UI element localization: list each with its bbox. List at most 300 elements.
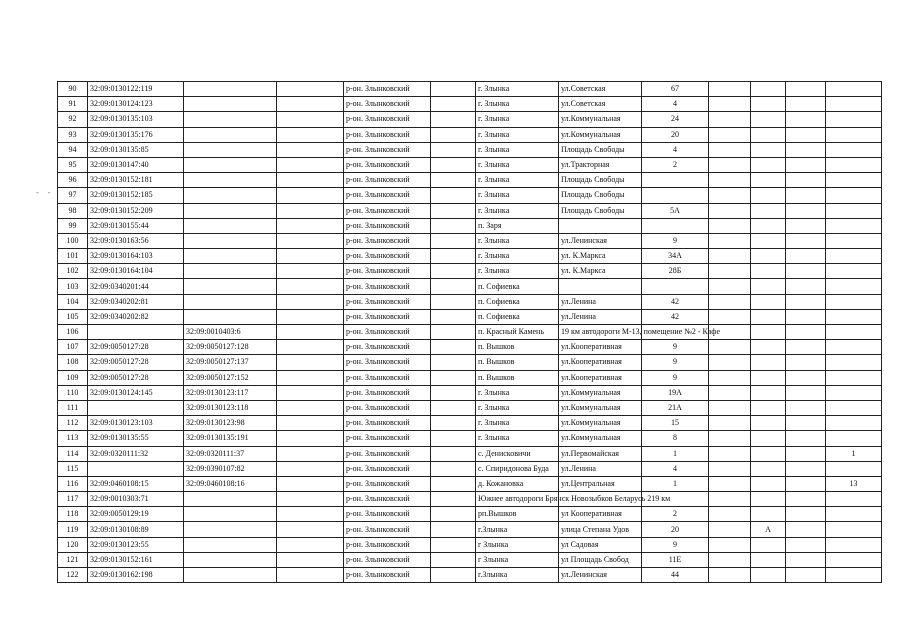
blank-cell xyxy=(431,173,476,188)
letter-field: А xyxy=(751,522,786,537)
extra-field xyxy=(786,279,826,294)
locality-name: г.Злынка xyxy=(476,522,559,537)
extra-field xyxy=(709,385,751,400)
cadastral-number: 32:09:0050129:19 xyxy=(88,507,184,522)
letter-field xyxy=(751,173,786,188)
extra-field xyxy=(709,249,751,264)
cadastral-number-building: 32:09:0460108:16 xyxy=(184,476,277,491)
cadastral-number: 32:09:0050127:28 xyxy=(88,340,184,355)
cadastral-number-building: 32:09:0130123:98 xyxy=(184,416,277,431)
street-name: ул.Коммунальная xyxy=(559,385,642,400)
street-name: ул.Коммунальная xyxy=(559,400,642,415)
extra-field xyxy=(709,233,751,248)
district-name: р-он. Злынковский xyxy=(344,385,431,400)
blank-cell xyxy=(277,568,344,583)
blank-cell xyxy=(431,127,476,142)
extra-field xyxy=(786,507,826,522)
house-number: 1 xyxy=(642,476,709,491)
cadastral-number-building xyxy=(184,552,277,567)
blank-cell xyxy=(431,112,476,127)
extra-field xyxy=(709,537,751,552)
cadastral-number: 32:09:0130152:181 xyxy=(88,173,184,188)
letter-field xyxy=(751,446,786,461)
table-row xyxy=(58,537,882,552)
row-number: 110 xyxy=(58,385,88,400)
district-name: р-он. Злынковский xyxy=(344,203,431,218)
house-number: 42 xyxy=(642,294,709,309)
locality-name: г. Злынка xyxy=(476,188,559,203)
blank-cell xyxy=(277,370,344,385)
cadastral-number: 32:09:0130162:198 xyxy=(88,568,184,583)
cadastral-number: 32:09:0130155:44 xyxy=(88,218,184,233)
district-name: р-он. Злынковский xyxy=(344,173,431,188)
cadastral-number-building xyxy=(184,309,277,324)
blank-cell xyxy=(277,233,344,248)
table-row xyxy=(58,446,882,461)
blank-cell xyxy=(431,233,476,248)
district-name: р-он. Злынковский xyxy=(344,355,431,370)
row-number: 111 xyxy=(58,400,88,415)
extra-field xyxy=(826,522,882,537)
blank-cell xyxy=(277,203,344,218)
street-name: Площадь Свободы xyxy=(559,203,642,218)
extra-field xyxy=(826,552,882,567)
cadastral-number-building: 32:09:0050127:128 xyxy=(184,340,277,355)
extra-field xyxy=(786,340,826,355)
blank-cell xyxy=(277,355,344,370)
locality-name: с. Денисковичи xyxy=(476,446,559,461)
extra-field: 1 xyxy=(826,446,882,461)
cadastral-number-building xyxy=(184,233,277,248)
blank-cell xyxy=(277,537,344,552)
row-number: 120 xyxy=(58,537,88,552)
blank-cell xyxy=(431,385,476,400)
table-row xyxy=(58,82,882,97)
extra-field xyxy=(826,294,882,309)
street-name: ул. К.Маркса xyxy=(559,264,642,279)
cadastral-number: 32:09:0130124:123 xyxy=(88,97,184,112)
row-number: 101 xyxy=(58,249,88,264)
letter-field xyxy=(751,233,786,248)
locality-name: п. Заря xyxy=(476,218,559,233)
cadastral-number-building: 32:09:0010403:6 xyxy=(184,325,277,340)
cadastral-number: 32:09:0130135:85 xyxy=(88,142,184,157)
extra-field xyxy=(826,461,882,476)
locality-name: г. Злынка xyxy=(476,127,559,142)
table-row xyxy=(58,142,882,157)
blank-cell xyxy=(277,82,344,97)
extra-field xyxy=(709,218,751,233)
extra-field xyxy=(709,173,751,188)
locality-name: г. Злынка xyxy=(476,142,559,157)
extra-field xyxy=(786,233,826,248)
house-number: 20 xyxy=(642,522,709,537)
letter-field xyxy=(751,279,786,294)
house-number: 21А xyxy=(642,400,709,415)
district-name: р-он. Злынковский xyxy=(344,309,431,324)
extra-field xyxy=(826,279,882,294)
extra-field xyxy=(709,264,751,279)
table-row xyxy=(58,279,882,294)
cadastral-number-building xyxy=(184,142,277,157)
blank-cell xyxy=(431,537,476,552)
table-row xyxy=(58,431,882,446)
street-name: ул.Коммунальная xyxy=(559,416,642,431)
table-row xyxy=(58,309,882,324)
letter-field xyxy=(751,340,786,355)
cadastral-number-building: 32:09:0390107:82 xyxy=(184,461,277,476)
extra-field xyxy=(786,385,826,400)
street-name: Площадь Свободы xyxy=(559,173,642,188)
table-row xyxy=(58,370,882,385)
house-number: 5А xyxy=(642,203,709,218)
extra-field xyxy=(786,249,826,264)
cadastral-number-building: 32:09:0050127:137 xyxy=(184,355,277,370)
row-number: 91 xyxy=(58,97,88,112)
extra-field xyxy=(826,188,882,203)
locality-name: г. Злынка xyxy=(476,233,559,248)
blank-cell xyxy=(431,568,476,583)
row-number: 114 xyxy=(58,446,88,461)
blank-cell xyxy=(431,309,476,324)
blank-cell xyxy=(431,461,476,476)
blank-cell xyxy=(277,294,344,309)
cadastral-number-building xyxy=(184,218,277,233)
row-number: 90 xyxy=(58,82,88,97)
locality-name: г. Злынка xyxy=(476,82,559,97)
extra-field xyxy=(826,249,882,264)
house-number: 11Е xyxy=(642,552,709,567)
street-name: ул.Первомайская xyxy=(559,446,642,461)
blank-cell xyxy=(277,112,344,127)
row-number: 94 xyxy=(58,142,88,157)
extra-field xyxy=(826,173,882,188)
extra-field xyxy=(786,461,826,476)
locality-name: г. Злынка xyxy=(476,264,559,279)
street-name xyxy=(559,279,642,294)
blank-cell xyxy=(277,476,344,491)
cadastral-number: 32:09:0130135:176 xyxy=(88,127,184,142)
table-row xyxy=(58,97,882,112)
blank-cell xyxy=(431,492,476,507)
extra-field xyxy=(786,476,826,491)
blank-cell xyxy=(431,82,476,97)
cadastral-number-building xyxy=(184,568,277,583)
cadastral-number: 32:09:0130164:103 xyxy=(88,249,184,264)
blank-cell xyxy=(431,416,476,431)
blank-cell xyxy=(431,294,476,309)
extra-field xyxy=(786,294,826,309)
locality-name: Южнее автодороги Брянск Новозыбков Беларусь 219 км xyxy=(476,492,559,507)
letter-field xyxy=(751,431,786,446)
house-number: 9 xyxy=(642,233,709,248)
street-name: ул. К.Маркса xyxy=(559,249,642,264)
extra-field xyxy=(826,340,882,355)
extra-field xyxy=(709,127,751,142)
extra-field xyxy=(826,203,882,218)
extra-field xyxy=(786,157,826,172)
letter-field xyxy=(751,188,786,203)
street-name: ул.Кооперативная xyxy=(559,370,642,385)
row-number: 95 xyxy=(58,157,88,172)
extra-field xyxy=(709,340,751,355)
letter-field xyxy=(751,537,786,552)
street-name: ул.Кооперативная xyxy=(559,355,642,370)
extra-field xyxy=(786,127,826,142)
blank-cell xyxy=(431,507,476,522)
table-row xyxy=(58,127,882,142)
table-row xyxy=(58,264,882,279)
letter-field xyxy=(751,370,786,385)
table-row xyxy=(58,218,882,233)
cadastral-number-building xyxy=(184,203,277,218)
street-name: ул.Советская xyxy=(559,82,642,97)
district-name: р-он. Злынковский xyxy=(344,552,431,567)
extra-field xyxy=(826,568,882,583)
house-number: 42 xyxy=(642,309,709,324)
extra-field xyxy=(709,142,751,157)
cadastral-number: 32:09:0130123:55 xyxy=(88,537,184,552)
street-name: Площадь Свободы xyxy=(559,188,642,203)
street-name: ул.Ленина xyxy=(559,461,642,476)
extra-field xyxy=(709,552,751,567)
table-row xyxy=(58,294,882,309)
cadastral-number: 32:09:0050127:28 xyxy=(88,355,184,370)
table-row xyxy=(58,188,882,203)
letter-field xyxy=(751,203,786,218)
district-name: р-он. Злынковский xyxy=(344,264,431,279)
extra-field xyxy=(709,112,751,127)
extra-field xyxy=(786,355,826,370)
blank-cell xyxy=(277,385,344,400)
row-number: 112 xyxy=(58,416,88,431)
cadastral-number: 32:09:0130122:119 xyxy=(88,82,184,97)
blank-cell xyxy=(431,522,476,537)
locality-name: п. Софиевка xyxy=(476,294,559,309)
extra-field xyxy=(826,112,882,127)
cadastral-number: 32:09:0130147:40 xyxy=(88,157,184,172)
extra-field xyxy=(786,492,826,507)
district-name: р-он. Злынковский xyxy=(344,294,431,309)
letter-field xyxy=(751,249,786,264)
locality-name: г. Злынка xyxy=(476,173,559,188)
margin-dash-mark: - - xyxy=(35,189,53,198)
cadastral-number-building xyxy=(184,97,277,112)
house-number: 9 xyxy=(642,340,709,355)
locality-name: рп.Вышков xyxy=(476,507,559,522)
row-number: 100 xyxy=(58,233,88,248)
house-number: 24 xyxy=(642,112,709,127)
row-number: 116 xyxy=(58,476,88,491)
cadastral-number-building xyxy=(184,492,277,507)
house-number: 15 xyxy=(642,416,709,431)
row-number: 99 xyxy=(58,218,88,233)
house-number: 20 xyxy=(642,127,709,142)
blank-cell xyxy=(431,340,476,355)
extra-field xyxy=(826,218,882,233)
extra-field xyxy=(826,355,882,370)
cadastral-number xyxy=(88,400,184,415)
letter-field xyxy=(751,385,786,400)
district-name: р-он. Злынковский xyxy=(344,568,431,583)
row-number: 118 xyxy=(58,507,88,522)
extra-field xyxy=(826,82,882,97)
house-number: 1 xyxy=(642,446,709,461)
table-row xyxy=(58,340,882,355)
cadastral-number: 32:09:0130152:161 xyxy=(88,552,184,567)
cadastral-number xyxy=(88,461,184,476)
cadastral-number: 32:09:0130124:145 xyxy=(88,385,184,400)
letter-field xyxy=(751,416,786,431)
extra-field xyxy=(826,537,882,552)
blank-cell xyxy=(431,188,476,203)
extra-field xyxy=(709,370,751,385)
extra-field xyxy=(826,507,882,522)
row-number: 109 xyxy=(58,370,88,385)
house-number: 44 xyxy=(642,568,709,583)
blank-cell xyxy=(277,325,344,340)
blank-cell xyxy=(277,446,344,461)
extra-field xyxy=(826,309,882,324)
row-number: 97 xyxy=(58,188,88,203)
cadastral-number: 32:09:0340202:81 xyxy=(88,294,184,309)
letter-field xyxy=(751,294,786,309)
district-name: р-он. Злынковский xyxy=(344,279,431,294)
extra-field xyxy=(786,203,826,218)
locality-name: п. Софиевка xyxy=(476,309,559,324)
row-number: 115 xyxy=(58,461,88,476)
blank-cell xyxy=(277,507,344,522)
house-number: 9 xyxy=(642,537,709,552)
row-number: 92 xyxy=(58,112,88,127)
letter-field xyxy=(751,157,786,172)
table-row xyxy=(58,325,882,340)
extra-field xyxy=(786,370,826,385)
extra-field xyxy=(786,218,826,233)
blank-cell xyxy=(277,173,344,188)
locality-name: г. Злынка xyxy=(476,157,559,172)
street-name: ул.Центральная xyxy=(559,476,642,491)
table-row xyxy=(58,522,882,537)
locality-name: г. Злынка xyxy=(476,416,559,431)
extra-field xyxy=(709,400,751,415)
district-name: р-он. Злынковский xyxy=(344,233,431,248)
cadastral-number: 32:09:0130135:103 xyxy=(88,112,184,127)
blank-cell xyxy=(431,400,476,415)
cadastral-number: 32:09:0130135:55 xyxy=(88,431,184,446)
extra-field xyxy=(786,522,826,537)
cadastral-number: 32:09:0460108:15 xyxy=(88,476,184,491)
blank-cell xyxy=(277,264,344,279)
house-number: 67 xyxy=(642,82,709,97)
street-name: ул.Коммунальная xyxy=(559,112,642,127)
blank-cell xyxy=(431,203,476,218)
table-row xyxy=(58,157,882,172)
extra-field xyxy=(709,294,751,309)
table-row xyxy=(58,173,882,188)
table-row xyxy=(58,355,882,370)
extra-field xyxy=(786,142,826,157)
letter-field xyxy=(751,112,786,127)
street-name: ул.Ленинская xyxy=(559,233,642,248)
street-name: ул.Коммунальная xyxy=(559,127,642,142)
house-number: 9 xyxy=(642,355,709,370)
district-name: р-он. Злынковский xyxy=(344,112,431,127)
table-row xyxy=(58,400,882,415)
cadastral-number-building: 32:09:0050127:152 xyxy=(184,370,277,385)
extra-field xyxy=(826,370,882,385)
letter-field xyxy=(751,142,786,157)
locality-name: г. Злынка xyxy=(476,431,559,446)
extra-field xyxy=(709,279,751,294)
district-name: р-он. Злынковский xyxy=(344,82,431,97)
extra-field xyxy=(709,446,751,461)
district-name: р-он. Злынковский xyxy=(344,522,431,537)
letter-field xyxy=(751,552,786,567)
house-number: 4 xyxy=(642,142,709,157)
extra-field xyxy=(786,325,826,340)
cadastral-number-building xyxy=(184,173,277,188)
cadastral-number-building: 32:09:0320111:37 xyxy=(184,446,277,461)
letter-field xyxy=(751,325,786,340)
blank-cell xyxy=(431,157,476,172)
street-name xyxy=(559,218,642,233)
house-number xyxy=(642,218,709,233)
blank-cell xyxy=(277,522,344,537)
cadastral-number: 32:09:0320111:32 xyxy=(88,446,184,461)
table-row xyxy=(58,203,882,218)
street-name: ул.Тракторная xyxy=(559,157,642,172)
table-row xyxy=(58,249,882,264)
row-number: 93 xyxy=(58,127,88,142)
locality-name: г. Злынка xyxy=(476,97,559,112)
cadastral-number-building: 32:09:0130123:118 xyxy=(184,400,277,415)
cadastral-number-building xyxy=(184,157,277,172)
district-name: р-он. Злынковский xyxy=(344,142,431,157)
table-row xyxy=(58,461,882,476)
extra-field xyxy=(709,476,751,491)
house-number: 4 xyxy=(642,461,709,476)
extra-field xyxy=(709,309,751,324)
district-name: р-он. Злынковский xyxy=(344,537,431,552)
blank-cell xyxy=(431,552,476,567)
letter-field xyxy=(751,355,786,370)
blank-cell xyxy=(431,370,476,385)
district-name: р-он. Злынковский xyxy=(344,446,431,461)
cadastral-number-building xyxy=(184,294,277,309)
blank-cell xyxy=(431,97,476,112)
blank-cell xyxy=(277,340,344,355)
extra-field xyxy=(709,568,751,583)
blank-cell xyxy=(431,446,476,461)
street-name: ул.Кооперативная xyxy=(559,340,642,355)
extra-field xyxy=(826,127,882,142)
district-name: р-он. Злынковский xyxy=(344,157,431,172)
blank-cell xyxy=(277,188,344,203)
house-number: 2 xyxy=(642,507,709,522)
cadastral-number: 32:09:0050127:28 xyxy=(88,370,184,385)
table-row xyxy=(58,492,882,507)
house-number: 28Б xyxy=(642,264,709,279)
blank-cell xyxy=(277,279,344,294)
blank-cell xyxy=(277,416,344,431)
cadastral-number: 32:09:0340202:82 xyxy=(88,309,184,324)
extra-field xyxy=(709,416,751,431)
row-number: 98 xyxy=(58,203,88,218)
extra-field xyxy=(709,522,751,537)
cadastral-number-building xyxy=(184,127,277,142)
cadastral-number-building xyxy=(184,112,277,127)
